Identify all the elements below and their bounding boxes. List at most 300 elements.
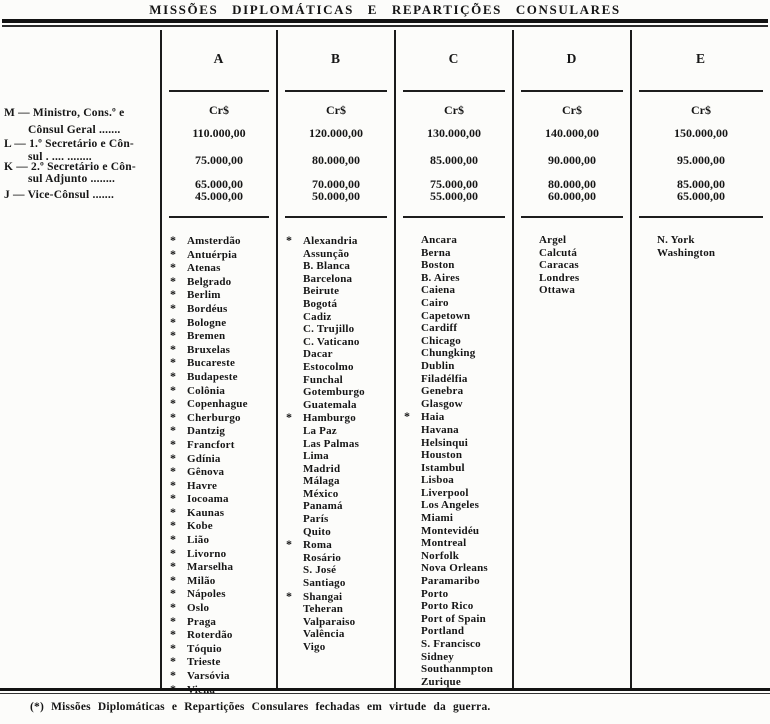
city-name: Rosário — [303, 551, 342, 564]
war-closed-star-marker: * — [170, 273, 177, 288]
city-item — [402, 575, 511, 588]
salary-value-m: 130.000,00 — [427, 126, 481, 140]
city-name: Copenhague — [187, 398, 248, 411]
city-item — [284, 603, 393, 616]
city-name: S. Francisco — [421, 638, 481, 650]
city-name: Istambul — [421, 461, 465, 474]
city-name: Houston — [421, 449, 463, 462]
city-name: Tóquio — [187, 642, 222, 655]
war-closed-star-marker: * — [170, 246, 177, 261]
city-item — [284, 616, 393, 629]
city-name: Capetown — [421, 309, 471, 322]
salary-value-l: 80.000,00 — [312, 153, 360, 167]
city-name: Chungking — [421, 347, 476, 360]
city-name: Bologne — [187, 316, 227, 329]
city-name: Bruxelas — [187, 343, 231, 356]
city-item — [168, 397, 275, 411]
city-name: Berna — [421, 246, 451, 259]
city-item — [168, 628, 275, 642]
salary-value-j: 50.000,00 — [312, 189, 360, 203]
column-header-rule — [521, 90, 623, 92]
city-name: Iocoama — [187, 493, 229, 506]
city-name: Varsóvia — [187, 670, 230, 682]
city-item — [402, 335, 511, 348]
city-item — [402, 600, 511, 613]
city-item — [284, 538, 393, 552]
city-item — [284, 577, 393, 590]
city-name: Estocolmo — [303, 360, 354, 373]
city-name: Atenas — [187, 262, 221, 275]
city-item — [520, 234, 629, 247]
city-name: Beirute — [303, 285, 340, 298]
city-list — [638, 234, 769, 259]
city-name: Cairo — [421, 296, 449, 309]
city-name: B. Aires — [421, 271, 460, 284]
city-item — [520, 259, 629, 272]
city-item — [284, 374, 393, 387]
salary-value-m: 140.000,00 — [545, 126, 599, 140]
values-bottom-rule — [403, 216, 505, 218]
city-name: Funchal — [303, 373, 343, 386]
war-closed-star-marker: * — [170, 532, 177, 547]
city-name: Cadiz — [303, 310, 332, 323]
war-closed-star-marker: * — [170, 681, 177, 696]
city-name: Glasgow — [421, 397, 463, 410]
city-item — [168, 465, 275, 479]
city-name: Caiena — [421, 284, 456, 297]
city-item — [168, 384, 275, 398]
city-name: Liverpool — [421, 486, 469, 499]
city-name: Roterdão — [187, 629, 233, 642]
city-name: Kaunas — [187, 506, 225, 519]
city-name: Nápoles — [187, 588, 226, 601]
city-item — [284, 399, 393, 412]
city-item — [168, 601, 275, 615]
city-name: Dantzig — [187, 425, 226, 438]
city-name: Las Palmas — [303, 437, 360, 450]
war-closed-star-marker: * — [170, 382, 177, 397]
city-item — [168, 275, 275, 289]
war-closed-star-marker: * — [170, 341, 177, 356]
war-closed-star-marker: * — [286, 537, 293, 552]
city-name: Cherburgo — [187, 411, 241, 424]
city-item — [284, 475, 393, 488]
city-name: Málaga — [303, 475, 340, 488]
city-item — [284, 248, 393, 261]
city-name: Havana — [421, 423, 459, 436]
column-header-rule — [169, 90, 269, 92]
city-name: Londres — [539, 271, 580, 284]
rank-label-l-line1: L — 1.º Secretário e Côn- — [4, 138, 134, 150]
city-item — [168, 316, 275, 330]
city-name: Lisboa — [421, 474, 454, 487]
city-item — [168, 587, 275, 601]
war-closed-star-marker: * — [170, 396, 177, 411]
war-closed-star-marker: * — [286, 588, 293, 603]
city-name: Panamá — [303, 500, 343, 513]
city-item — [402, 284, 511, 297]
city-name: Livorno — [187, 547, 227, 560]
city-item — [402, 487, 511, 500]
war-closed-star-marker: * — [170, 464, 177, 479]
city-item — [168, 655, 275, 669]
rank-label-k-line2: sul Adjunto ........ — [28, 173, 116, 185]
salary-value-m: 150.000,00 — [674, 126, 728, 140]
rank-label-j-line1: J — Vice-Cônsul ....... — [4, 189, 115, 201]
city-item — [284, 450, 393, 463]
city-name: París — [303, 513, 329, 526]
city-item — [168, 452, 275, 466]
city-name: Milão — [187, 574, 216, 587]
city-list — [402, 234, 511, 688]
city-item — [402, 347, 511, 360]
city-item — [402, 638, 511, 651]
city-item — [402, 385, 511, 398]
city-item — [168, 288, 275, 302]
city-name: Assunção — [303, 247, 350, 260]
city-item — [402, 360, 511, 373]
city-name: Los Angeles — [421, 499, 480, 512]
city-item — [402, 525, 511, 538]
city-item — [284, 411, 393, 425]
city-item — [284, 500, 393, 513]
war-closed-star-marker: * — [170, 368, 177, 383]
column-header-rule — [285, 90, 387, 92]
city-name: Dacar — [303, 348, 333, 361]
city-name: Caracas — [539, 259, 579, 272]
city-name: Ancara — [421, 234, 458, 246]
title-double-rule — [2, 19, 768, 27]
city-name: Teheran — [303, 603, 344, 616]
city-item — [402, 562, 511, 575]
city-name: Budapeste — [187, 370, 238, 383]
city-item — [284, 425, 393, 438]
salary-value-m: 110.000,00 — [192, 126, 246, 140]
city-item — [402, 512, 511, 525]
city-item — [284, 463, 393, 476]
city-name: Hamburgo — [303, 412, 356, 425]
rank-label-m-line2: Cônsul Geral ....... — [28, 124, 121, 136]
war-closed-star-marker: * — [170, 518, 177, 533]
salary-value-j: 55.000,00 — [430, 189, 478, 203]
city-name: Southanmpton — [421, 663, 494, 676]
city-name: Haia — [421, 411, 445, 424]
salary-value-l: 85.000,00 — [430, 153, 478, 167]
war-closed-star-marker: * — [404, 409, 411, 424]
city-item — [520, 247, 629, 260]
city-name: Oslo — [187, 602, 210, 615]
city-item — [168, 248, 275, 262]
city-list — [284, 234, 393, 654]
city-name: C. Trujillo — [303, 323, 355, 336]
column-letter: C — [448, 51, 460, 66]
city-item — [402, 272, 511, 285]
city-name: Miami — [421, 512, 454, 525]
city-item — [402, 234, 511, 247]
war-closed-star-marker: * — [170, 436, 177, 451]
city-name: Guatemala — [303, 398, 357, 411]
column-header-rule — [403, 90, 505, 92]
city-name: Roma — [303, 539, 332, 552]
salary-value-k: 80.000,00 — [548, 177, 596, 191]
city-name: Alexandria — [303, 235, 358, 247]
city-name: Dublin — [421, 359, 455, 372]
city-item — [284, 488, 393, 501]
city-item — [284, 386, 393, 399]
war-closed-star-marker: * — [170, 260, 177, 275]
city-item — [402, 474, 511, 487]
column-letter: D — [566, 51, 578, 66]
city-item — [638, 234, 769, 247]
city-item — [284, 628, 393, 641]
city-item — [284, 361, 393, 374]
city-name: Bucareste — [187, 357, 236, 370]
column-letter: B — [330, 51, 341, 66]
values-bottom-rule — [639, 216, 763, 218]
column-letter: E — [695, 51, 706, 66]
war-closed-star-marker: * — [170, 654, 177, 669]
city-name: Belgrado — [187, 275, 232, 288]
city-item — [402, 373, 511, 386]
city-name: Montreal — [421, 537, 467, 550]
salary-value-k: 70.000,00 — [312, 177, 360, 191]
city-name: Quito — [303, 525, 331, 538]
city-name: Calcutá — [539, 246, 578, 259]
city-item — [168, 506, 275, 520]
city-name: S. José — [303, 564, 337, 577]
city-name: Paramaribo — [421, 575, 480, 588]
salary-value-k: 65.000,00 — [195, 177, 243, 191]
city-item — [168, 669, 275, 683]
salary-value-k: 75.000,00 — [430, 177, 478, 191]
war-closed-star-marker: * — [170, 233, 177, 247]
city-item — [168, 547, 275, 561]
city-item — [402, 398, 511, 411]
city-item — [284, 336, 393, 349]
values-bottom-rule — [169, 216, 269, 218]
city-item — [402, 663, 511, 676]
city-name: Norfolk — [421, 549, 460, 562]
city-name: Barcelona — [303, 272, 353, 285]
city-name: Washington — [657, 246, 716, 259]
city-name: Shangai — [303, 590, 343, 603]
city-item — [284, 590, 393, 604]
salary-value-m: 120.000,00 — [309, 126, 363, 140]
city-item — [402, 410, 511, 424]
city-name: Valência — [303, 628, 345, 641]
city-name: Gdínia — [187, 452, 221, 465]
column-letter: A — [213, 51, 225, 66]
city-item — [168, 479, 275, 493]
salary-value-k: 85.000,00 — [677, 177, 725, 191]
war-closed-star-marker: * — [170, 586, 177, 601]
war-closed-star-marker: * — [286, 410, 293, 425]
city-item — [168, 424, 275, 438]
city-name: Port of Spain — [421, 612, 486, 625]
city-item — [168, 615, 275, 629]
city-item — [402, 247, 511, 260]
city-item — [284, 311, 393, 324]
city-item — [402, 550, 511, 563]
city-item — [402, 462, 511, 475]
salary-value-l: 90.000,00 — [548, 153, 596, 167]
city-item — [402, 259, 511, 272]
war-closed-star-marker: * — [170, 423, 177, 438]
city-item — [284, 438, 393, 451]
city-name: México — [303, 487, 339, 500]
salary-value-j: 60.000,00 — [548, 189, 596, 203]
city-name: Zurique — [421, 675, 461, 688]
city-list — [520, 234, 629, 297]
city-item — [284, 348, 393, 361]
city-name: Bogotá — [303, 297, 338, 310]
war-closed-star-marker: * — [170, 300, 177, 315]
city-name: Chicago — [421, 334, 461, 347]
city-name: Cardiff — [421, 322, 458, 335]
city-name: Filadélfia — [421, 372, 468, 385]
city-item — [402, 625, 511, 638]
war-closed-star-marker: * — [170, 627, 177, 642]
city-name: Porto Rico — [421, 600, 474, 613]
city-item — [520, 272, 629, 285]
war-closed-star-marker: * — [170, 545, 177, 560]
city-name: Viena — [187, 683, 216, 696]
city-name: Helsinqui — [421, 436, 469, 449]
table-column-c — [394, 30, 512, 688]
city-name: Vigo — [303, 641, 326, 653]
city-item — [402, 499, 511, 512]
city-item — [168, 574, 275, 588]
city-name: Praga — [187, 615, 217, 628]
city-item — [168, 329, 275, 343]
city-item — [402, 613, 511, 626]
city-item — [284, 641, 393, 654]
city-item — [168, 519, 275, 533]
war-closed-star-marker: * — [170, 328, 177, 343]
city-item — [402, 588, 511, 601]
war-closed-star-marker: * — [170, 314, 177, 329]
city-name: Valparaiso — [303, 615, 356, 628]
city-item — [168, 343, 275, 357]
column-header-rule — [639, 90, 763, 92]
city-item — [284, 564, 393, 577]
war-closed-star-marker: * — [170, 640, 177, 655]
city-item — [168, 356, 275, 370]
city-item — [402, 651, 511, 664]
war-closed-star-marker: * — [170, 491, 177, 506]
war-closed-star-marker: * — [170, 572, 177, 587]
city-name: C. Vaticano — [303, 335, 360, 348]
city-item — [284, 513, 393, 526]
table-column-d — [512, 30, 630, 688]
city-list — [168, 234, 275, 696]
city-item — [402, 437, 511, 450]
city-name: Genebra — [421, 385, 464, 398]
war-closed-star-marker: * — [286, 233, 293, 247]
salary-table — [0, 30, 770, 696]
city-name: Gotemburgo — [303, 386, 365, 399]
table-column-b — [276, 30, 394, 688]
currency-label: Cr$ — [562, 103, 582, 117]
city-name: Marselha — [187, 561, 234, 574]
war-closed-star-marker: * — [170, 600, 177, 615]
city-name: Boston — [421, 259, 455, 272]
city-name: Santiago — [303, 577, 346, 590]
city-name: Madrid — [303, 462, 341, 475]
city-item — [284, 526, 393, 539]
war-closed-star-marker: * — [170, 477, 177, 492]
city-name: Havre — [187, 479, 218, 492]
city-name: Trieste — [187, 656, 221, 669]
city-name: Kobe — [187, 520, 213, 533]
city-name: Bremen — [187, 330, 226, 343]
city-name: Lião — [187, 534, 210, 547]
city-item — [402, 322, 511, 335]
city-name: Porto — [421, 587, 449, 600]
city-item — [402, 310, 511, 323]
war-closed-star-marker: * — [170, 613, 177, 628]
war-closed-star-marker: * — [170, 450, 177, 465]
city-item — [284, 285, 393, 298]
city-item — [402, 449, 511, 462]
city-name: Gênova — [187, 466, 225, 479]
city-item — [402, 424, 511, 437]
city-name: Francfort — [187, 438, 235, 451]
table-column-a — [160, 30, 276, 696]
currency-label: Cr$ — [444, 103, 464, 117]
city-item — [520, 284, 629, 297]
table-column-e — [630, 30, 770, 688]
city-item — [284, 298, 393, 311]
city-name: Lima — [303, 450, 329, 463]
city-name: Amsterdão — [187, 235, 241, 247]
city-item — [168, 533, 275, 547]
city-item — [168, 261, 275, 275]
city-item — [168, 492, 275, 506]
city-name: N. York — [657, 234, 695, 246]
city-name: Montevidéu — [421, 524, 480, 537]
city-item — [168, 370, 275, 384]
city-name: Nova Orleans — [421, 562, 488, 575]
city-item — [284, 273, 393, 286]
table-bottom-rule — [0, 688, 770, 694]
city-item — [402, 676, 511, 689]
city-name: Antuérpia — [187, 248, 238, 261]
city-item — [168, 302, 275, 316]
footnote: (*) Missões Diplomáticas e Repartições Consulares fechadas em virtude da guerra. — [30, 701, 491, 713]
city-item — [284, 234, 393, 248]
city-item — [168, 411, 275, 425]
city-item — [284, 260, 393, 273]
page-title: MISSÕES DIPLOMÁTICAS E REPARTIÇÕES CONSULARES — [149, 2, 621, 17]
war-closed-star-marker: * — [170, 287, 177, 302]
city-name: B. Blanca — [303, 260, 351, 273]
city-name: Portland — [421, 625, 465, 638]
rank-label-k-line1: K — 2.º Secretário e Côn- — [4, 161, 136, 173]
war-closed-star-marker: * — [170, 559, 177, 574]
city-item — [284, 323, 393, 336]
rank-labels-column — [0, 30, 160, 688]
city-item — [168, 438, 275, 452]
rank-label-l-line2: sul . .... ........ — [28, 151, 92, 163]
currency-label: Cr$ — [691, 103, 711, 117]
war-closed-star-marker: * — [170, 504, 177, 519]
salary-value-j: 65.000,00 — [677, 189, 725, 203]
city-name: Berlim — [187, 289, 221, 302]
currency-label: Cr$ — [209, 103, 229, 117]
city-item — [402, 537, 511, 550]
values-bottom-rule — [285, 216, 387, 218]
